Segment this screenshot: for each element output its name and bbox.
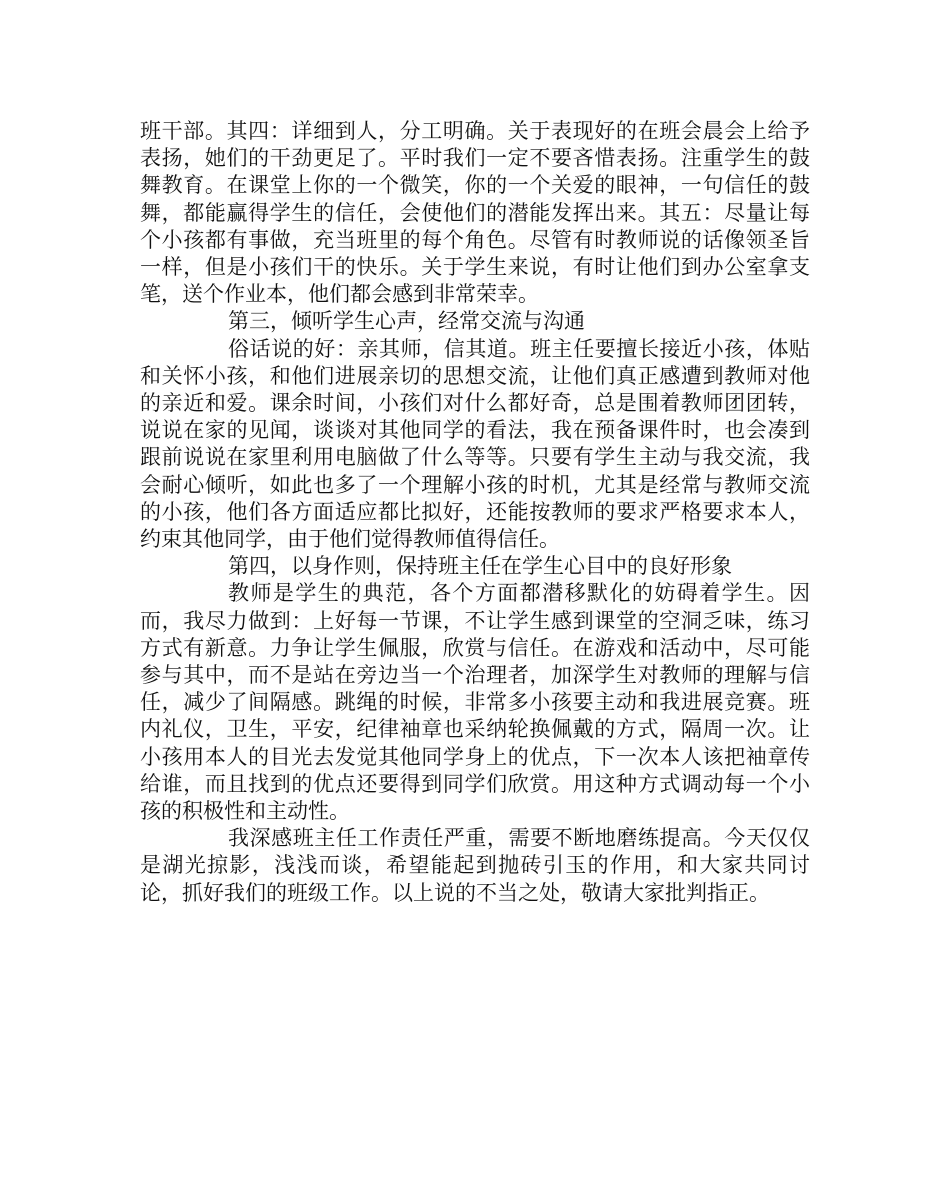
paragraph-listen-students: 俗话说的好：亲其师，信其道。班主任要擅长接近小孩，体贴和关怀小孩，和他们进展亲切的思想交流，让他们真正感遭到教师对他的亲近和爱。课余时间，小孩们对什么都好奇，总是围着教师团团转，说说在家的见闻，谈谈对其他同学的看法，我在预备课件时，也会凑到跟前说说在家里利用电脑做了什么等等。只要有学生主动与我交流，我会耐心倾听，如此也多了一个理解小孩的时机，尤其是经常与教师交流的小孩，他们各方面适应都比拟好，还能按教师的要求严格要求本人，约束其他同学，由于他们觉得教师值得信任。 [140,336,810,552]
heading-third-point: 第三，倾听学生心声，经常交流与沟通 [228,309,585,334]
paragraph-class-cadres: 班干部。其四：详细到人，分工明确。关于表现好的在班会晨会上给予表扬，她们的干劲更足了。平时我们一定不要吝惜表扬。注重学生的鼓舞教育。在课堂上你的一个微笑，你的一个关爱的眼神，一句信任的鼓舞，都能赢得学生的信任，会使他们的潜能发挥出来。其五：尽量让每个小孩都有事做，充当班里的每个角色。尽管有时教师说的话像领圣旨一样，但是小孩们干的快乐。关于学生来说，有时让他们到办公室拿支笔，送个作业本，他们都会感到非常荣幸。 [140,119,810,307]
document-body [140,118,810,907]
paragraph-conclusion: 我深感班主任工作责任严重，需要不断地磨练提高。今天仅仅是湖光掠影，浅浅而谈，希望能起到抛砖引玉的作用，和大家共同讨论，抓好我们的班级工作。以上说的不当之处，敬请大家批判指正。 [140,826,810,905]
heading-fourth-point: 第四，以身作则，保持班主任在学生心目中的良好形象 [228,554,732,579]
paragraph-teacher-example: 教师是学生的典范，各个方面都潜移默化的妨碍着学生。因而，我尽力做到：上好每一节课，不让学生感到课堂的空洞乏味，练习方式有新意。力争让学生佩服，欣赏与信任。在游戏和活动中，尽可能参与其中，而不是站在旁边当一个治理者，加深学生对教师的理解与信任，减少了间隔感。跳绳的时候，非常多小孩要主动和我进展竞赛。班内礼仪，卫生，平安，纪律袖章也采纳轮换佩戴的方式，隔周一次。让小孩用本人的目光去发觉其他同学身上的优点，下一次本人该把袖章传给谁，而且找到的优点还要得到同学们欣赏。用这种方式调动每一个小孩的积极性和主动性。 [140,581,810,824]
